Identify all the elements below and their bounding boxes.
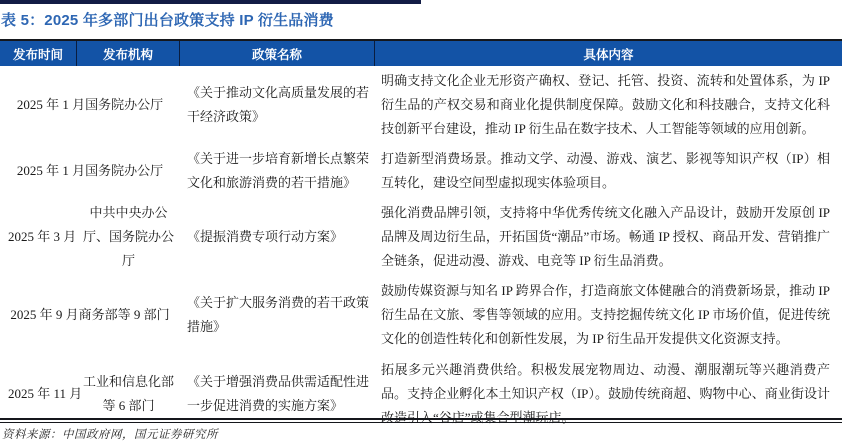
cell-policy-name: 《关于扩大服务消费的若干政策措施》 [187, 295, 370, 334]
table-row [0, 66, 842, 144]
column-header-policy: 政策名称 [180, 41, 375, 66]
cell-policy-name: 《提振消费专项行动方案》 [187, 229, 344, 244]
cell-policy-name: 《关于推动文化高质量发展的若干经济政策》 [187, 85, 370, 124]
cell-time-agency: 2025 年 1 月国务院办公厅 [16, 97, 164, 112]
column-header-agency: 发布机构 [77, 41, 180, 66]
policy-table [0, 39, 842, 433]
cell-time: 2025 年 3 月 [8, 229, 77, 244]
cell-content: 打造新型消费场景。推动文学、动漫、游戏、演艺、影视等知识产权（IP）相互转化，建设空间型虚拟现实体验项目。 [381, 151, 830, 190]
cell-agency: 中共中央办公厅、国务院办公厅 [82, 205, 174, 268]
cell-agency: 工业和信息化部等 6 部门 [82, 373, 174, 413]
table-title: 表 5：2025 年多部门出台政策支持 IP 衍生品消费 [1, 12, 334, 29]
source-note: 资料来源：中国政府网，国元证券研究所 [2, 429, 218, 441]
table-bottom-rule [0, 418, 842, 423]
cell-time: 2025 年 11 月 [8, 385, 83, 401]
cell-content: 强化消费品牌引领，支持将中华优秀传统文化融入产品设计，鼓励开发原创 IP 品牌及周边衍生品，开拓国货“潮品”市场。畅通 IP 授权、商品开发、营销推广全链条，促进动漫、游戏、电竞等 IP 衍生品消费。 [381, 205, 830, 268]
table-row [0, 144, 842, 198]
cell-policy-name: 《关于进一步培育新增长点繁荣文化和旅游消费的若干措施》 [187, 151, 370, 190]
column-header-content: 具体内容 [583, 47, 634, 62]
table-header-row [0, 41, 842, 66]
table-row [0, 198, 842, 276]
cell-content: 鼓励传媒资源与知名 IP 跨界合作，打造商旅文体健融合的消费新场景，推动 IP 衍生品在文旅、零售等领域的应用。支持挖掘传统文化 IP 市场价值，促进传统文化的创造性转化和创新性发展，为 IP 衍生品开发提供文化资源支持。 [381, 283, 830, 346]
cell-policy-name: 《关于增强消费品供需适配性进一步促进消费的实施方案》 [187, 373, 370, 413]
table-row [0, 276, 842, 354]
cell-time-agency: 2025 年 1 月国务院办公厅 [16, 163, 164, 178]
cell-content: 拓展多元兴趣消费供给。积极发展宠物周边、动漫、潮服潮玩等兴趣消费产品。支持企业孵化本土知识产权（IP）。鼓励传统商超、购物中心、商业街设计改造引入“谷店”或集合型潮玩店。 [381, 361, 830, 425]
column-header-time: 发布时间 [0, 41, 77, 66]
top-rule [0, 0, 421, 4]
cell-time-agency: 2025 年 9 月商务部等 9 部门 [10, 307, 170, 322]
cell-content: 明确支持文化企业无形资产确权、登记、托管、投资、流转和处置体系，为 IP 衍生品的产权交易和商业化提供制度保障。鼓励文化和科技融合，支持文化科技创新平台建设，推动 IP 衍生品在数字技术、人工智能等领域的应用创新。 [381, 73, 830, 136]
table-body [0, 66, 842, 433]
